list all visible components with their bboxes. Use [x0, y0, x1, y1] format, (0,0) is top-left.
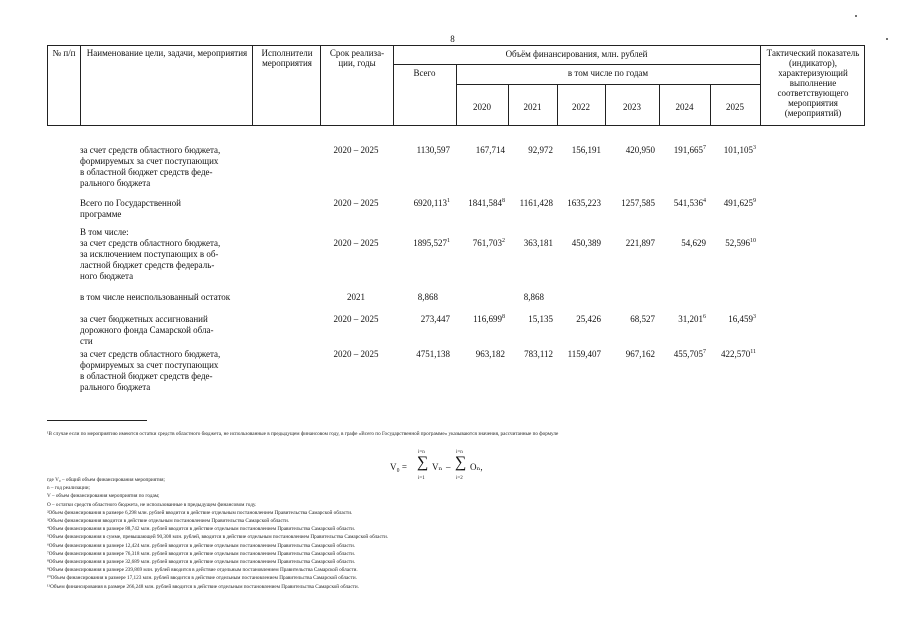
footnote: ⁹Объем финансирования в размере 239,869 млн. рублей вводится в действие отдельным постановлением Правительства Самарской области. [47, 567, 358, 574]
row-name-line: дорожного фонда Самарской обла- [80, 325, 214, 335]
row-year-number: 167,714 [475, 145, 505, 155]
row-year-number: 1841,584 [468, 198, 502, 208]
header-year: 2020 [473, 102, 491, 112]
footnote-ref: 1 [447, 198, 450, 204]
footnote-ref: 1 [447, 238, 450, 244]
row-year-value [524, 349, 553, 360]
header-year: 2025 [726, 102, 744, 112]
table-header [47, 45, 865, 126]
row-total [414, 198, 450, 209]
row-total-value: 4751,138 [416, 349, 450, 359]
row-year-value [630, 314, 655, 325]
row-year-value [724, 198, 756, 209]
row-year-number: 963,182 [475, 349, 505, 359]
row-name-line: за исключением поступающих в об- [80, 249, 219, 259]
row-term: 2020 – 2025 [333, 349, 379, 359]
row-name [80, 227, 248, 282]
row-year-value [678, 314, 706, 325]
footnote: где V₀ – общий объем финансирования мероприятия; [47, 477, 165, 483]
page-number: 8 [450, 34, 455, 44]
footnote-ref: 8 [502, 314, 505, 320]
row-year-value [568, 349, 601, 360]
row-year-number: 31,201 [678, 314, 703, 324]
row-year-value [520, 198, 553, 209]
row-year-number: 1161,428 [519, 198, 553, 208]
footnote: ⁷Объем финансирования в размере 76,318 млн. рублей вводится в действие отдельным постановлением Правительства Самарской области. [47, 550, 356, 557]
row-year-number: 491,625 [723, 198, 753, 208]
formula-sum1-top: i=n [418, 450, 425, 455]
footnote-ref: 9 [753, 198, 756, 204]
footnote: ¹В случае если по мероприятию имеются остатки средств областного бюджета, не использованные в предыдущем финансовом году, в графе «Всего по Государственной программе» указываются значения, рассчитанные по формуле [47, 431, 559, 437]
row-year-value [468, 198, 505, 209]
row-year-value [572, 145, 601, 156]
row-year-number: 8,868 [523, 292, 544, 302]
row-year-value [572, 238, 601, 249]
scan-dot [855, 15, 857, 17]
header-year: 2024 [675, 102, 694, 112]
header-funding: Объём финансирования, млн. рублей [505, 49, 648, 59]
row-name [80, 349, 248, 393]
footnote-ref: 10 [750, 238, 756, 244]
row-year-number: 420,950 [625, 145, 655, 155]
row-name-line: за счет средств областного бюджета, [80, 349, 221, 359]
row-year-value [725, 238, 756, 249]
row-year-number: 101,105 [723, 145, 753, 155]
formula-sum1-bottom: i=1 [418, 476, 425, 481]
row-year-number: 761,703 [472, 238, 502, 248]
row-year-value [674, 145, 706, 156]
row-year-number: 92,972 [528, 145, 553, 155]
formula-lhs: V₀ = [390, 462, 407, 472]
row-name-line: формируемых за счет поступающих [80, 360, 219, 370]
header-year: 2022 [572, 102, 590, 112]
row-name-line: сти [80, 336, 93, 346]
row-year-number: 68,527 [630, 314, 655, 324]
row-year-number: 450,389 [571, 238, 601, 248]
row-year-number: 15,135 [528, 314, 553, 324]
row-name-line: за счет средств областного бюджета, [80, 238, 221, 248]
header-indicator: Тактический показатель (индикатор), характеризующий выполнение соответствующего мероприятия (мероприятий) [766, 48, 860, 118]
header-year: 2023 [623, 102, 641, 112]
formula-sum2-bottom: i=2 [456, 476, 463, 481]
row-name-line: формируемых за счет поступающих [80, 156, 219, 166]
row-total [418, 292, 438, 303]
row-year-value [626, 238, 655, 249]
row-year-number: 1635,223 [567, 198, 601, 208]
row-name-line: рального бюджета [80, 178, 151, 188]
row-name-line: рального бюджета [80, 382, 151, 392]
row-total [413, 238, 450, 249]
footnote: ⁴Объем финансирования в размере 88,742 млн. рублей вводится в действие отдельным постановлением Правительства Самарской области. [47, 526, 356, 533]
row-term: 2020 – 2025 [333, 314, 379, 324]
row-year-number: 25,426 [576, 314, 601, 324]
row-name-line: в том числе неиспользованный остаток [80, 292, 231, 302]
row-total-value: 1895,527 [413, 238, 447, 248]
row-year-number: 1257,585 [621, 198, 655, 208]
row-total-value: 1130,597 [416, 145, 450, 155]
row-year-value [528, 145, 553, 156]
row-year-number: 363,181 [523, 238, 553, 248]
sigma-icon: ∑ [417, 454, 429, 471]
row-total-value: 6920,113 [413, 198, 447, 208]
footnote: ⁵Объем финансирования в сумме, превышающей 90,308 млн. рублей, вводится в действие отдельным постановлением Правительства Самарской области. [47, 534, 389, 541]
row-year-number: 191,665 [673, 145, 703, 155]
row-name-line: за счет средств областного бюджета, [80, 145, 221, 155]
row-term: 2020 – 2025 [333, 145, 379, 155]
row-year-value [721, 349, 756, 360]
footnote-ref: 3 [753, 145, 756, 151]
row-year-number: 783,112 [524, 349, 553, 359]
footnote-ref: 6 [703, 314, 706, 320]
row-year-number: 455,705 [673, 349, 703, 359]
row-year-value [674, 349, 706, 360]
row-total-value: 273,447 [420, 314, 450, 324]
row-term: 2020 – 2025 [333, 238, 379, 248]
row-year-value [524, 238, 553, 249]
row-year-number: 16,459 [728, 314, 753, 324]
formula-minus: – [446, 462, 451, 472]
row-year-value [728, 314, 756, 325]
row-year-value [576, 314, 601, 325]
row-name-line: ного бюджета [80, 271, 134, 281]
formula-sum2-top: i=n [456, 450, 463, 455]
footnote: V – объем финансирования мероприятия по годам; [47, 493, 160, 500]
row-year-value [567, 198, 601, 209]
footnote: ¹⁰Объем финансирования в размере 17,123 млн. рублей вводится в действие отдельным постановлением Правительства Самарской области. [47, 575, 357, 582]
footnote-ref: 2 [502, 238, 505, 244]
row-name-line: В том числе: [80, 227, 129, 237]
row-name [80, 145, 248, 189]
footnote-ref: 8 [502, 198, 505, 204]
footnote-ref: 7 [703, 349, 706, 355]
footnote-ref: 3 [753, 314, 756, 320]
header-name: Наименование цели, задачи, мероприятия [86, 48, 248, 58]
row-year-number: 52,596 [725, 238, 750, 248]
row-year-number: 54,629 [681, 238, 706, 248]
formula-term1: Vₙ [432, 462, 443, 472]
row-year-value [473, 238, 505, 249]
row-year-number: 156,191 [571, 145, 601, 155]
row-year-number: 221,897 [625, 238, 655, 248]
footnote-separator [47, 420, 147, 421]
footnote-ref: 11 [750, 349, 756, 355]
row-term: 2021 [347, 292, 365, 302]
footnote-ref: 7 [703, 145, 706, 151]
row-name [80, 314, 248, 347]
footnote: ⁶Объем финансирования в размере 12,424 млн. рублей вводится в действие отдельным постановлением Правительства Самарской области. [47, 542, 356, 549]
header-num: № п/п [52, 48, 76, 58]
row-year-number: 967,162 [625, 349, 655, 359]
row-year-value [626, 349, 655, 360]
row-year-value [528, 314, 553, 325]
row-year-value [473, 314, 505, 325]
row-total [421, 314, 450, 325]
header-by-years: в том числе по годам [567, 68, 649, 78]
sigma-icon: ∑ [455, 454, 467, 471]
row-year-value [524, 292, 544, 303]
row-name [80, 292, 248, 303]
row-year-number: 422,570 [720, 349, 751, 359]
footnote: ¹¹Объем финансирования в размере 266,248 млн. рублей вводится в действие отдельным постановлением Правительства Самарской области. [47, 583, 360, 590]
row-name-line: в областной бюджет средств феде- [80, 371, 213, 381]
formula-term2: Oₙ, [470, 462, 483, 472]
header-executors: Исполнители мероприятия [261, 48, 313, 68]
row-year-value [626, 145, 655, 156]
row-year-value [674, 198, 706, 209]
row-year-number: 1159,407 [567, 349, 601, 359]
footnote: ²Объем финансирования в размере 6,298 млн. рублей вводится в действие отдельным постановлением Правительства Самарской области. [47, 509, 353, 516]
footnote: n – год реализации; [47, 485, 90, 492]
row-year-value [476, 349, 505, 360]
header-term: Срок реализа-ции, годы [329, 48, 385, 68]
row-total-value: 8,868 [417, 292, 438, 302]
row-year-number: 116,699 [473, 314, 502, 324]
formula [390, 450, 510, 490]
row-name-line: программе [80, 209, 122, 219]
row-name-line: Всего по Государственной [80, 198, 181, 208]
footnote: ³Объем финансирования вводится в действие отдельным постановлением Правительства Самарской области. [47, 518, 290, 524]
row-year-value [621, 198, 655, 209]
row-total [417, 145, 450, 156]
row-year-number: 541,536 [673, 198, 703, 208]
header-total: Всего [413, 68, 436, 78]
header-year: 2021 [523, 102, 542, 112]
footnote: ⁸Объем финансирования в размере 32,689 млн. рублей вводится в действие отдельным постановлением Правительства Самарской области. [47, 559, 356, 565]
row-total [416, 349, 450, 360]
row-name-line: в областной бюджет средств феде- [80, 167, 213, 177]
row-term: 2020 – 2025 [333, 198, 379, 208]
row-name-line: за счет бюджетных ассигнований [80, 314, 208, 324]
row-year-value [681, 238, 706, 249]
row-year-value [476, 145, 505, 156]
row-name [80, 198, 248, 220]
footnote-ref: 4 [703, 198, 706, 204]
row-year-value [724, 145, 756, 156]
row-name-line: ластной бюджет средств федераль- [80, 260, 215, 270]
footnote: O – остатки средств областного бюджета, не использованные в предыдущем финансовом году. [47, 501, 257, 508]
